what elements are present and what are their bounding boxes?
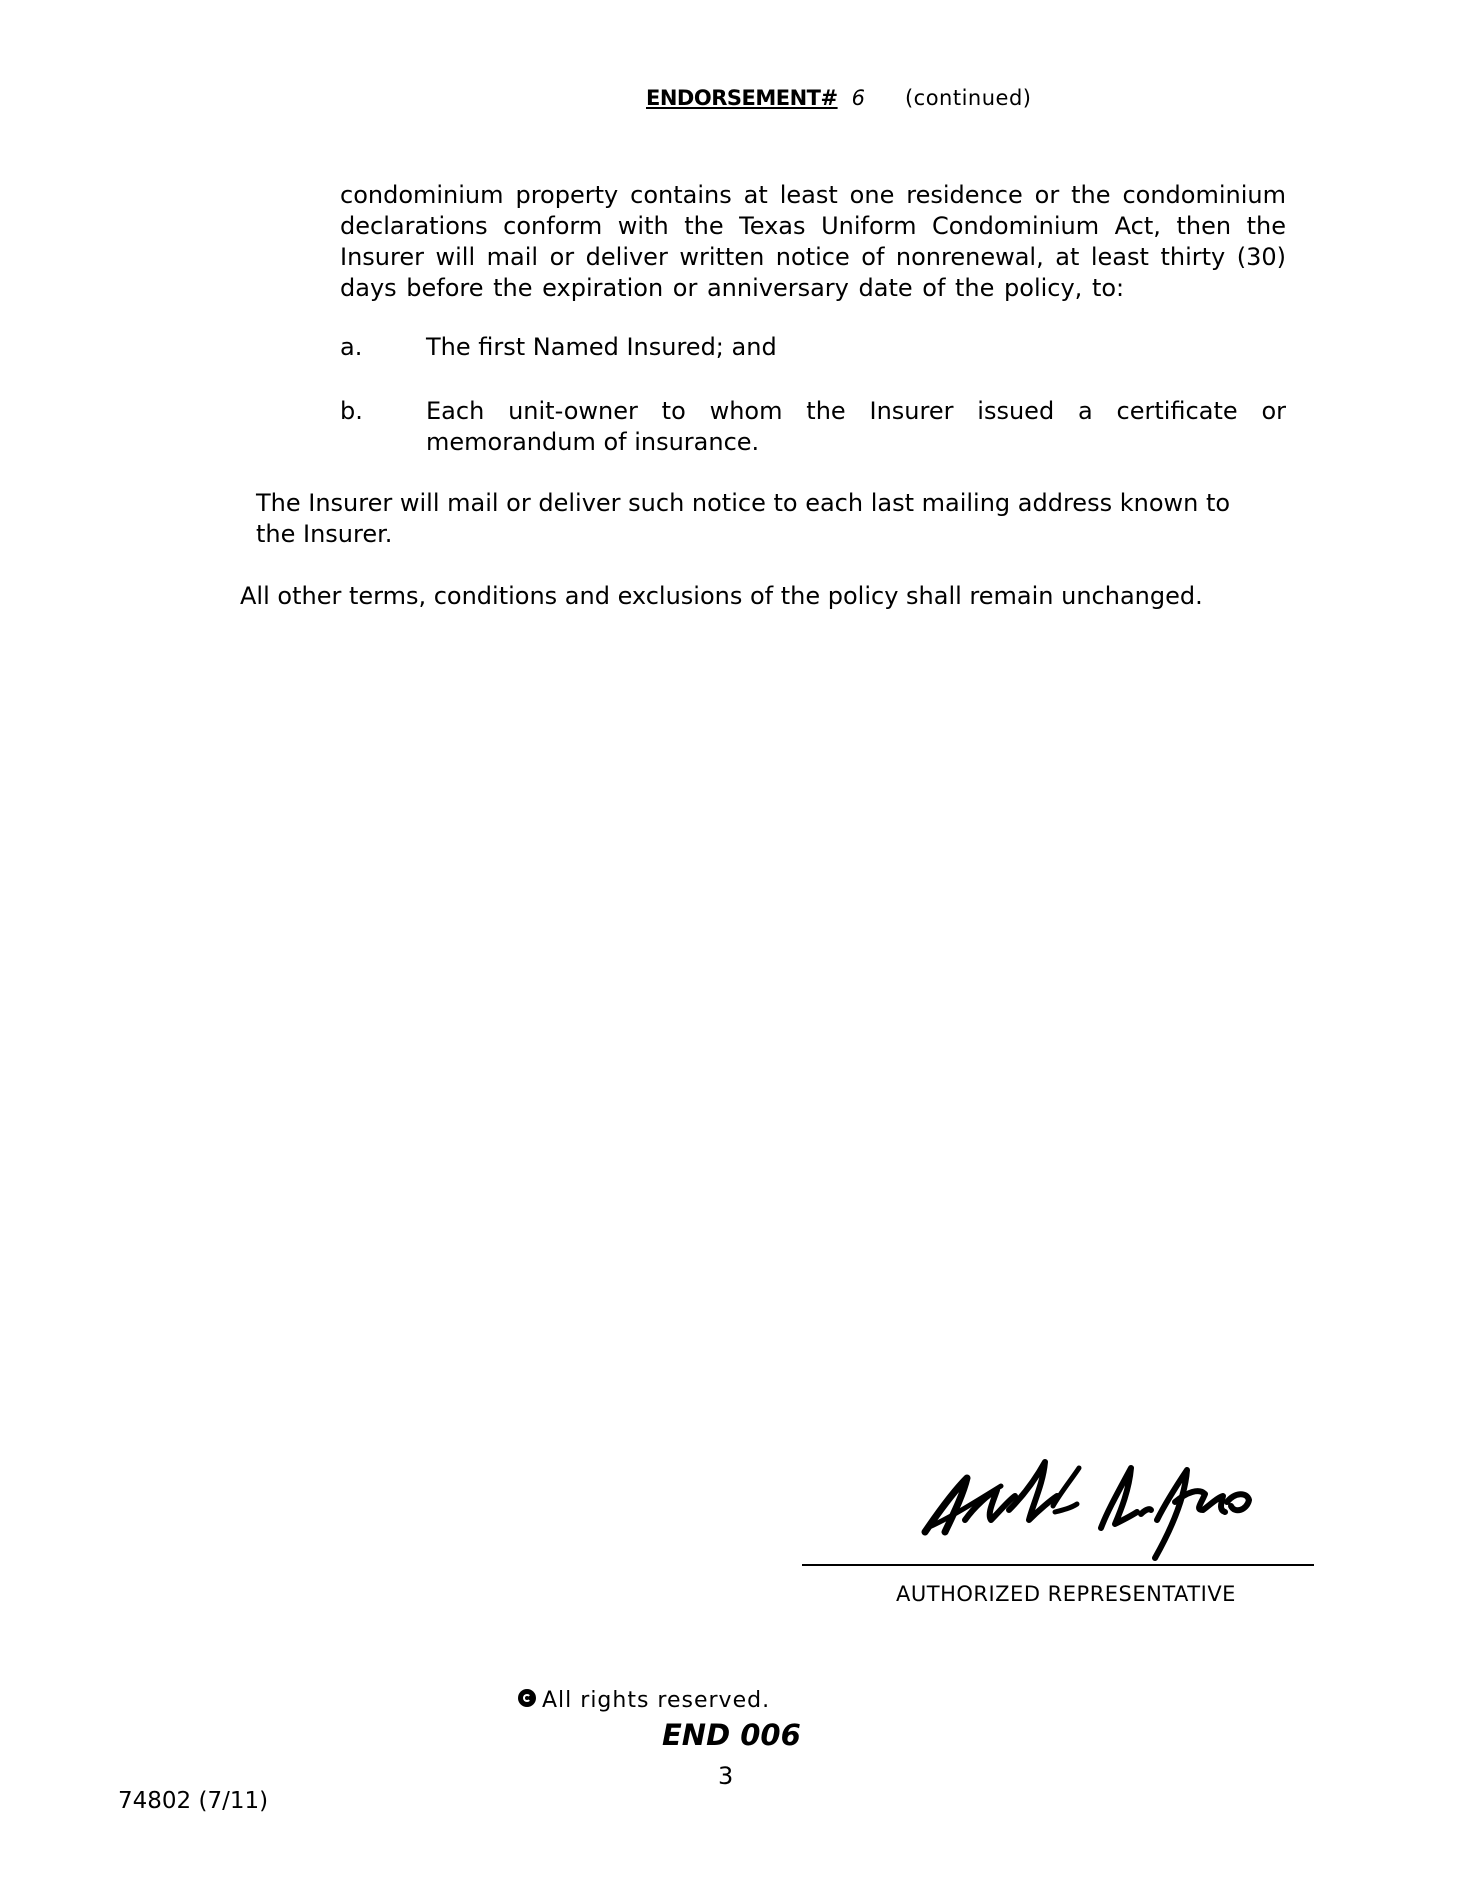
endorsement-code: END 006 — [662, 1718, 801, 1752]
page-number: 3 — [718, 1762, 734, 1790]
endorsement-number: 6 — [851, 86, 865, 110]
form-number: 74802 (7/11) — [118, 1788, 269, 1814]
paragraph-mailing-address: The Insurer will mail or deliver such notice to each last mailing address known to the Insurer. — [256, 489, 1231, 548]
paragraph-terms-unchanged: All other terms, conditions and exclusions of the policy shall remain unchanged. — [240, 582, 1203, 610]
list-marker-a: a. — [340, 333, 363, 361]
list-text-b — [426, 396, 1286, 458]
rights-text: All rights reserved. — [542, 1688, 771, 1713]
list-text-b-line1: Each unit-owner to whom the Insurer issued a certificate or — [426, 397, 1286, 425]
copyright-icon — [518, 1689, 536, 1707]
signature-image — [905, 1440, 1265, 1570]
list-text-b-line2: memorandum of insurance. — [426, 428, 760, 456]
continued-label: (continued) — [904, 86, 1032, 110]
list-item-a — [340, 332, 1286, 364]
list-marker-b: b. — [340, 397, 363, 425]
endorsement-title: ENDORSEMENT# — [646, 86, 838, 110]
signature-label: AUTHORIZED REPRESENTATIVE — [896, 1582, 1236, 1606]
paragraph-nonrenewal-notice: condominium property contains at least one residence or the condominium declarations conform with the Texas Uniform Condominium Act, then the Insurer will mail or deliver written notice of nonrenewal, at least thirty (30) days before the expiration or anniversary date of the policy, to: — [340, 181, 1286, 302]
list-item-b — [340, 396, 1286, 460]
rights-notice — [518, 1688, 770, 1713]
endorsement-header — [646, 86, 1032, 110]
list-text-a: The first Named Insured; and — [426, 333, 777, 361]
signature-line — [802, 1564, 1314, 1566]
